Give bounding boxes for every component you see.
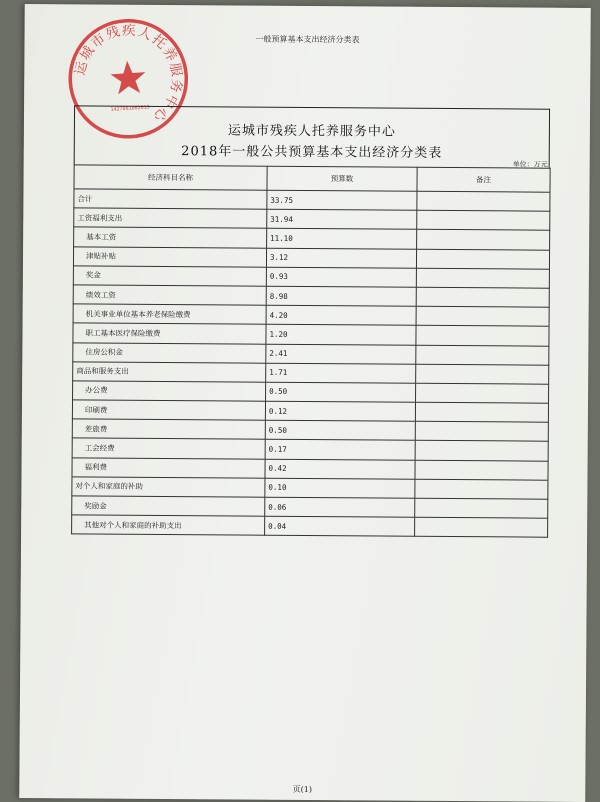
table-row <box>72 515 548 538</box>
row-note-cell <box>416 383 549 403</box>
unit-label: 单位：万元 <box>512 160 548 169</box>
row-amount-cell: 0.50 <box>266 382 416 402</box>
row-amount-cell: 0.06 <box>265 497 415 517</box>
table-header-row <box>74 165 550 192</box>
row-note-cell <box>416 345 549 365</box>
row-note-cell <box>415 422 548 442</box>
row-name-cell: 工资福利支出 <box>74 208 267 229</box>
row-note-cell <box>417 210 550 230</box>
row-note-cell <box>416 287 549 307</box>
svg-text:运城市残疾人托养服务中心: 运城市残疾人托养服务中心 <box>72 22 185 126</box>
row-note-cell <box>416 326 549 346</box>
row-name-cell: 办公费 <box>73 381 266 402</box>
row-name-cell: 绩效工资 <box>73 285 266 306</box>
row-note-cell <box>416 249 549 269</box>
row-name-cell: 机关事业单位基本养老保险缴费 <box>73 304 266 325</box>
row-amount-cell: 0.04 <box>265 516 415 536</box>
document-page <box>19 4 591 802</box>
row-amount-cell: 0.50 <box>265 420 415 440</box>
row-note-cell <box>417 230 550 250</box>
row-name-cell: 住房公积金 <box>73 342 266 363</box>
row-amount-cell: 0.10 <box>265 478 415 498</box>
row-name-cell: 商品和服务支出 <box>73 362 266 383</box>
row-amount-cell: 8.98 <box>266 286 416 306</box>
row-amount-cell: 2.41 <box>266 344 416 364</box>
page-number: 页(1) <box>292 784 313 795</box>
row-note-cell <box>417 191 550 211</box>
row-amount-cell: 33.75 <box>267 190 417 210</box>
row-amount-cell: 1.20 <box>266 325 416 345</box>
row-note-cell <box>416 364 549 384</box>
row-name-cell: 印刷费 <box>72 400 265 421</box>
row-note-cell <box>416 268 549 288</box>
svg-text:1427081002613: 1427081002613 <box>110 104 150 113</box>
row-amount-cell: 0.93 <box>266 267 416 287</box>
budget-table <box>71 164 551 538</box>
row-amount-cell: 31.94 <box>267 209 417 229</box>
row-name-cell: 奖金 <box>73 266 266 287</box>
row-name-cell: 工会经费 <box>72 438 265 459</box>
row-name-cell: 职工基本医疗保险缴费 <box>73 323 266 344</box>
row-note-cell <box>415 517 548 537</box>
row-name-cell: 基本工资 <box>74 227 267 248</box>
row-name-cell: 福利费 <box>72 458 265 479</box>
row-amount-cell: 4.20 <box>266 305 416 325</box>
row-amount-cell: 1.71 <box>266 363 416 383</box>
row-name-cell: 合计 <box>74 189 267 210</box>
document-title-table: 2018年一般公共预算基本支出经济分类表 <box>181 144 443 161</box>
column-header-name: 经济科目名称 <box>74 165 267 190</box>
running-header: 一般预算基本支出经济分类表 <box>255 34 360 45</box>
row-note-cell <box>415 460 548 480</box>
column-header-amount: 预算数 <box>267 166 417 191</box>
row-amount-cell: 11.10 <box>267 229 417 249</box>
row-note-cell <box>415 402 548 422</box>
column-header-note: 备注 <box>417 167 550 192</box>
row-amount-cell: 0.12 <box>265 401 415 421</box>
row-name-cell: 对个人和家庭的补助 <box>72 477 265 498</box>
row-note-cell <box>415 498 548 518</box>
row-note-cell <box>415 441 548 461</box>
row-amount-cell: 0.42 <box>265 459 415 479</box>
row-name-cell: 津贴补贴 <box>73 246 266 267</box>
row-note-cell <box>415 479 548 499</box>
row-amount-cell: 3.12 <box>266 248 416 268</box>
row-amount-cell: 0.17 <box>265 440 415 460</box>
document-title-org: 运城市残疾人托养服务中心 <box>227 123 396 140</box>
row-name-cell: 差旅费 <box>72 419 265 440</box>
row-name-cell: 奖励金 <box>72 496 265 517</box>
row-name-cell: 其他对个人和家庭的补助支出 <box>72 515 265 536</box>
row-note-cell <box>416 306 549 326</box>
